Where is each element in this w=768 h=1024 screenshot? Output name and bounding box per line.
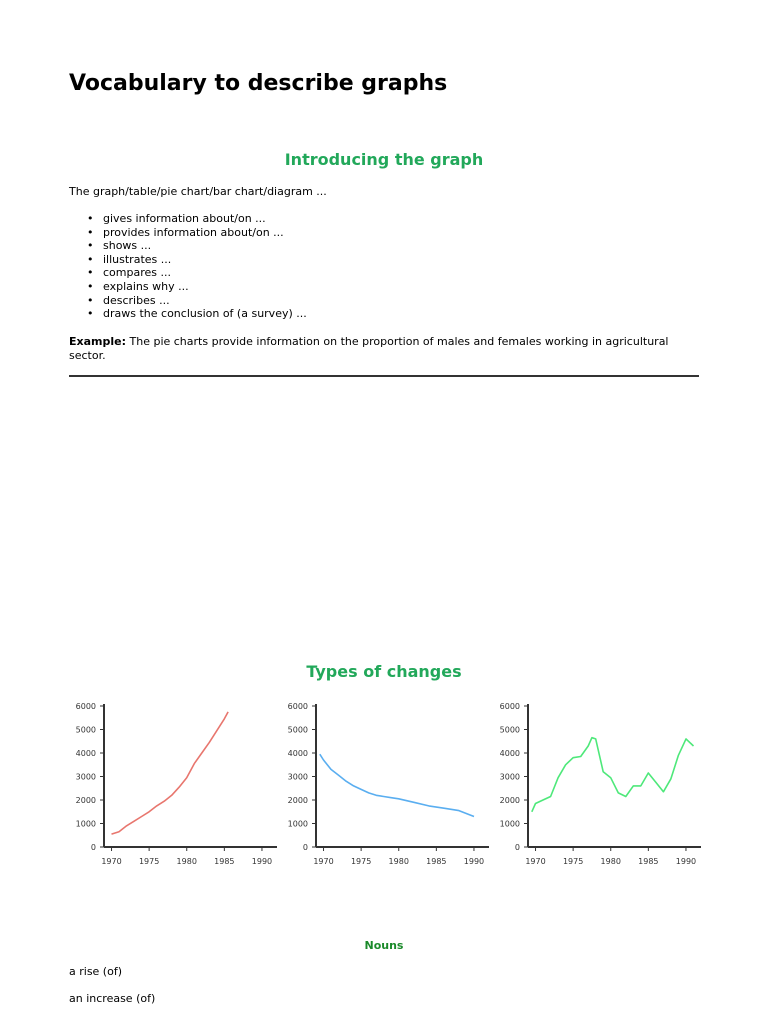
y-tick-label: 1000 bbox=[75, 819, 96, 829]
x-tick-label: 1980 bbox=[176, 857, 197, 866]
list-item: • explains why ... bbox=[69, 280, 307, 294]
x-tick-label: 1985 bbox=[638, 857, 659, 866]
list-item: • describes ... bbox=[69, 294, 307, 308]
y-tick-label: 2000 bbox=[75, 796, 96, 805]
x-tick-label: 1975 bbox=[562, 857, 584, 866]
x-tick-label: 1975 bbox=[350, 857, 372, 866]
example-label: Example: bbox=[69, 335, 126, 348]
y-tick-label: 6000 bbox=[499, 702, 520, 711]
x-tick-label: 1990 bbox=[463, 857, 485, 866]
list-item: • shows ... bbox=[69, 239, 307, 253]
y-tick-label: 0 bbox=[302, 843, 308, 852]
x-tick-label: 1970 bbox=[101, 857, 122, 866]
y-tick-label: 0 bbox=[514, 843, 520, 852]
x-tick-label: 1990 bbox=[251, 857, 273, 866]
y-tick-label: 5000 bbox=[75, 725, 96, 735]
x-tick-label: 1970 bbox=[313, 857, 334, 866]
example-paragraph bbox=[69, 335, 699, 362]
line-chart-fluctuation bbox=[493, 694, 705, 870]
y-tick-label: 5000 bbox=[499, 725, 520, 735]
nouns-heading: Nouns bbox=[364, 939, 404, 952]
page-title: Vocabulary to describe graphs bbox=[69, 71, 448, 96]
section-divider bbox=[69, 375, 699, 377]
line-chart-increase bbox=[69, 694, 281, 870]
x-tick-label: 1975 bbox=[138, 857, 160, 866]
list-item: • illustrates ... bbox=[69, 253, 307, 267]
noun-item: an increase (of) bbox=[69, 992, 156, 1005]
x-tick-label: 1980 bbox=[600, 857, 621, 866]
x-tick-label: 1985 bbox=[214, 857, 235, 866]
y-tick-label: 2000 bbox=[287, 796, 308, 805]
intro-lead-text: The graph/table/pie chart/bar chart/diagram ... bbox=[69, 185, 327, 198]
y-tick-label: 2000 bbox=[499, 796, 520, 805]
y-tick-label: 6000 bbox=[75, 702, 96, 711]
example-text: The pie charts provide information on the proportion of males and females working in agricultural sector. bbox=[69, 335, 669, 362]
y-tick-label: 5000 bbox=[287, 725, 308, 735]
x-tick-label: 1980 bbox=[388, 857, 409, 866]
noun-item: a rise (of) bbox=[69, 965, 122, 978]
list-item: • gives information about/on ... bbox=[69, 212, 307, 226]
list-item: • provides information about/on ... bbox=[69, 226, 307, 240]
y-tick-label: 4000 bbox=[75, 749, 96, 758]
y-tick-label: 1000 bbox=[287, 819, 308, 829]
y-tick-label: 4000 bbox=[287, 749, 308, 758]
y-tick-label: 3000 bbox=[499, 772, 520, 782]
x-tick-label: 1985 bbox=[426, 857, 447, 866]
y-tick-label: 3000 bbox=[75, 772, 96, 782]
intro-heading: Introducing the graph bbox=[284, 150, 484, 169]
list-item: • compares ... bbox=[69, 266, 307, 280]
y-tick-label: 4000 bbox=[499, 749, 520, 758]
y-tick-label: 6000 bbox=[287, 702, 308, 711]
line-chart-decrease bbox=[281, 694, 493, 870]
series-line bbox=[320, 754, 474, 816]
intro-bullet-list bbox=[69, 212, 307, 321]
y-tick-label: 1000 bbox=[499, 819, 520, 829]
types-heading: Types of changes bbox=[306, 662, 462, 681]
x-tick-label: 1990 bbox=[675, 857, 697, 866]
series-line bbox=[532, 738, 694, 812]
y-tick-label: 3000 bbox=[287, 772, 308, 782]
y-tick-label: 0 bbox=[90, 843, 96, 852]
x-tick-label: 1970 bbox=[525, 857, 546, 866]
series-line bbox=[112, 712, 229, 834]
list-item: • draws the conclusion of (a survey) ... bbox=[69, 307, 307, 321]
